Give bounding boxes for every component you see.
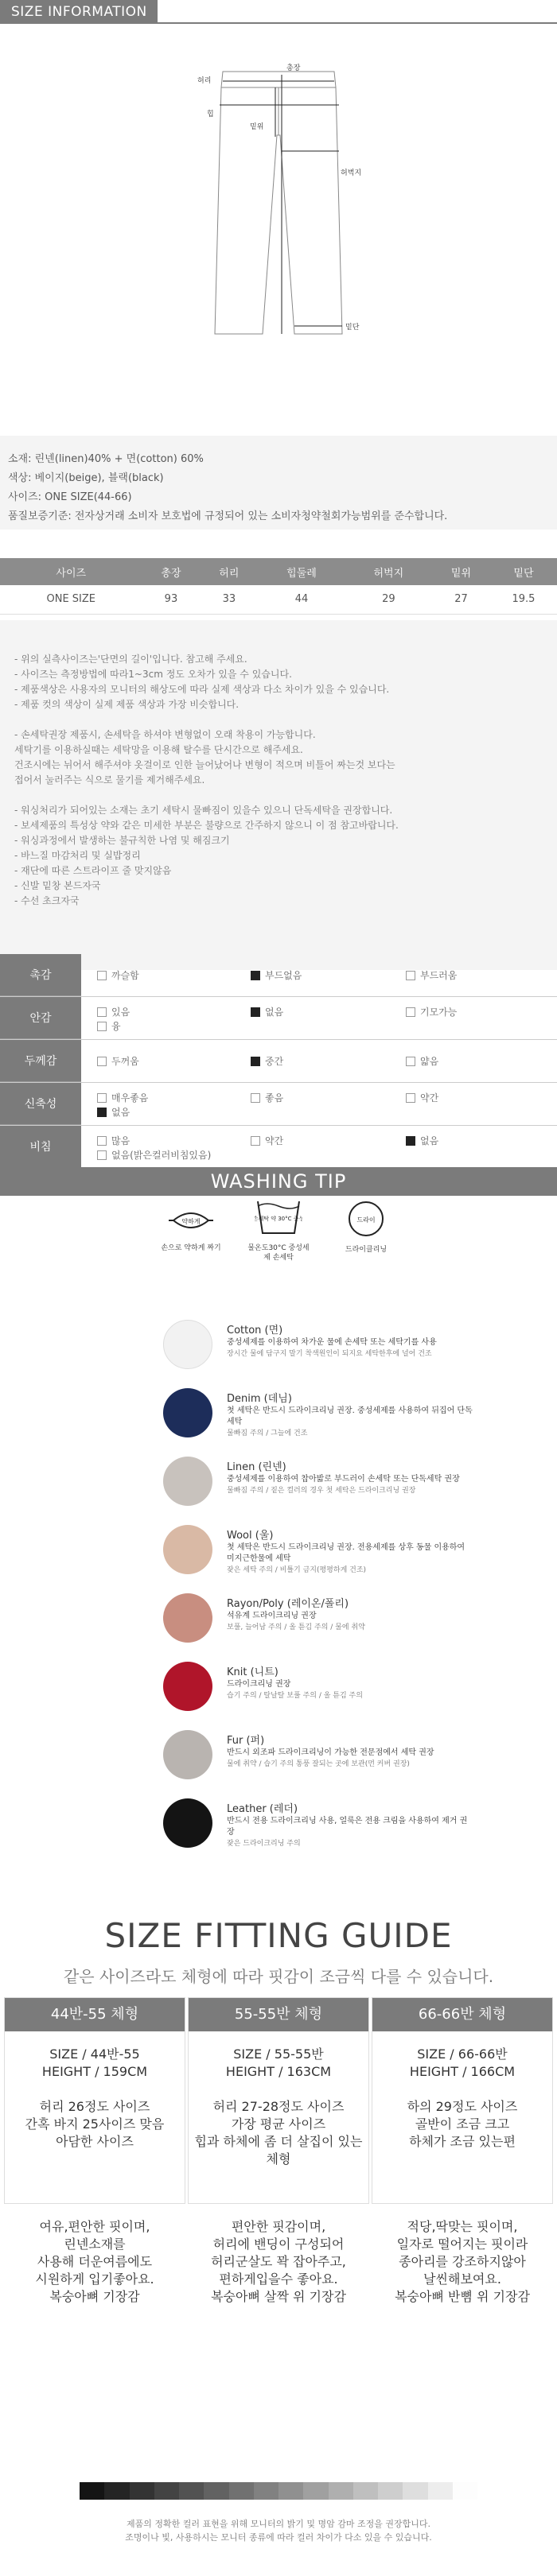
washing-tip-title: WASHING TIP [0,1167,557,1196]
fabric-name: Linen (린넨) [227,1461,286,1473]
fabric-swatch [163,1320,212,1369]
size-table-header [0,558,557,585]
cell-waist: 33 [200,585,258,614]
feel-row-stretch [0,1083,557,1126]
fabric-desc: 중성세제를 이용하여 차가운 물에 손세탁 또는 세탁기를 사용 장시간 물에 담구지 말기 착색원인이 되지요 세탁한후에 널어 건조 [227,1338,437,1358]
fabric-item [163,1730,481,1790]
feel-option: 매우좋음 [97,1091,148,1104]
fabric-swatch [163,1457,212,1506]
fabric-name: Leather (레더) [227,1803,298,1815]
feel-option: 약간 [251,1134,283,1147]
gray-swatch [104,2482,129,2500]
fabric-name: Fur (퍼) [227,1735,265,1747]
note-line: 세탁기를 이용하실때는 세탁망을 이용해 탈수를 단시간으로 해주세요. [14,744,303,755]
checkbox [406,1057,415,1066]
header-underline [158,22,557,24]
checkbox [251,1093,260,1103]
icon-label: 드라이클리닝 [345,1246,388,1254]
fabric-name: Rayon/Poly (레이온/폴리) [227,1598,349,1610]
note-line: - 사이즈는 측정방법에 따라1~3cm 정도 오차가 있을 수 있습니다. [14,669,292,680]
fit-height: HEIGHT / 163CM [225,2064,332,2079]
fit-desc-line: 체형 [266,2151,291,2167]
gray-swatch [329,2482,353,2500]
washing-icons [159,1205,398,1276]
cell-thigh: 29 [345,585,432,614]
feel-option: 없음(밝은컬러비침있음) [97,1148,211,1162]
fabric-swatch [163,1388,212,1437]
checkbox [97,1150,107,1160]
fit-height: HEIGHT / 166CM [409,2064,516,2079]
feel-label: 신축성 [0,1083,81,1125]
label-hip: 힙 [207,111,214,118]
fabric-item [163,1320,481,1380]
fabric-desc: 반드시 외조파 드라이크리닝이 가능한 전문점에서 세탁 권장 물에 취약 / 습기 주의 통풍 잘되는 곳에 보관(먼 커버 권장) [227,1748,434,1768]
fit-column-head: 66-66반 체형 [372,1998,552,2031]
section-title: SIZE INFORMATION [0,0,158,24]
col-length: 총장 [142,558,201,585]
cell-rise: 27 [432,585,490,614]
note-line: - 워싱과정에서 발생하는 불규칙한 나염 및 해짐크기 [14,835,230,846]
pants-diagram [183,64,374,342]
gray-swatch [229,2482,254,2500]
cell-length: 93 [142,585,201,614]
fabric-swatch [163,1662,212,1711]
table-row [0,585,557,614]
feel-option: 부드러움 [406,968,457,982]
fabric-item [163,1525,481,1585]
wring-gently-icon [159,1205,223,1253]
gray-swatch [428,2482,453,2500]
feel-option: 있음 [97,1005,130,1018]
warranty-line: 품질보증기준: 전자상거래 소비자 보호법에 규정되어 있는 소비자청약철회가능범위를 준수합니다. [8,510,448,522]
footer-line: 조명이나 빛, 사용하시는 모니터 종류에 따라 컬러 차이가 다소 있을 수 있습니다. [125,2532,432,2543]
icon-label: 물온도30°C 중성세제 손세탁 [247,1244,310,1262]
note-line: - 재단에 따른 스트라이프 줄 맞지않음 [14,865,172,876]
gray-swatch [254,2482,278,2500]
note-line: - 워싱처리가 되어있는 소재는 초기 세탁시 물빠짐이 있을수 있으니 단독세탁을 권장합니다. [14,805,393,816]
fit-column-66 [372,1997,553,2204]
fit-note: 편안한 핏감이며, 허리에 밴딩이 구성되어 허리군살도 꽉 잡아주고, 편하게입을수 좋아요. 복숭아뼈 살짝 위 기장감 [211,2219,346,2304]
col-hip: 힙둘레 [258,558,345,585]
gray-swatch [378,2482,403,2500]
fit-desc-line: 간혹 바지 25사이즈 맞음 [25,2116,165,2132]
note-line: - 위의 실측사이즈는'단면의 길이'입니다. 참고해 주세요. [14,654,247,665]
color-line: 색상: 베이지(beige), 블랙(black) [8,472,164,484]
hand-wash-icon [247,1198,310,1263]
fit-note: 적당,딱맞는 핏이며, 일자로 떨어지는 핏이라 종아리를 강조하지않아 날씬해보여요. 복숭아뼈 반뼘 위 기장감 [395,2219,530,2304]
note-line: - 신발 밑창 본드자국 [14,880,101,891]
gray-swatch [80,2482,104,2500]
checkbox [97,1136,107,1146]
fit-height: HEIGHT / 159CM [41,2064,148,2079]
feel-label: 두께감 [0,1040,81,1082]
dry-clean-icon [334,1200,398,1255]
feel-row-thickness [0,1040,557,1083]
checkbox [406,1007,415,1017]
size-fitting-subtitle: 같은 사이즈라도 체형에 따라 핏감이 조금씩 다를 수 있습니다. [63,1967,494,1986]
checkbox-checked [97,1108,107,1117]
note-line: - 제품색상은 사용자의 모니터의 해상도에 따라 실제 색상과 다소 차이가 있을 수 있습니다. [14,684,390,695]
col-thigh: 허벅지 [345,558,432,585]
note-line: - 손세탁권장 제품시, 손세탁을 하셔야 변형없이 오래 착용이 가능합니다. [14,729,316,740]
feel-option: 부드없음 [251,968,302,982]
gray-swatch [303,2482,328,2500]
fit-desc-line: 허리 27-28정도 사이즈 [212,2099,345,2114]
checkbox [251,1136,260,1146]
fabric-desc: 드라이크리닝 권장 습기 주의 / 탈날탈 보풀 주의 / 올 튿김 주의 [227,1680,363,1700]
feel-option: 없음 [406,1134,438,1147]
fabric-desc: 석유계 드라이크리닝 권장 보풀, 늘어남 주의 / 올 튿김 주의 / 물에 취약 [227,1612,365,1631]
checkbox [97,1093,107,1103]
fit-column-44 [4,1997,185,2204]
cell-hip: 44 [258,585,345,614]
checkbox [406,1093,415,1103]
feel-option: 까슬함 [97,968,139,982]
gray-swatch [453,2482,477,2500]
col-hem: 밑단 [490,558,557,585]
size-fitting-title: SIZE FITTING GUIDE [104,1916,453,1955]
fabric-desc: 반드시 전용 드라이크리닝 사용, 얼룩은 전용 크림을 사용하여 제거 권장 잦은 드라이크리닝 주의 [227,1817,468,1848]
feel-option: 두꺼움 [97,1054,139,1068]
col-rise: 밑위 [432,558,490,585]
label-rise: 밑위 [250,123,264,131]
fabric-desc: 중성세제를 이용하여 찹아밟로 부드러이 손세탁 또는 단독세탁 권장 물빠짐 주의 / 짙은 컬러의 경우 첫 세탁은 드라이크리닝 권장 [227,1475,460,1495]
fabric-name: Knit (니트) [227,1666,278,1678]
col-waist: 허리 [200,558,258,585]
checkbox [97,1057,107,1066]
checkbox [97,971,107,980]
gray-swatch [353,2482,378,2500]
checkbox [97,1007,107,1017]
note-line: - 바느질 마감처리 및 실밥정리 [14,850,141,861]
label-hem: 밑단 [345,324,360,332]
checkbox [406,971,415,980]
fit-size: SIZE / 55-55반 [233,2046,324,2062]
fit-desc-line: 힙과 하체에 좀 더 살집이 있는 [194,2134,363,2149]
fabric-item [163,1593,481,1654]
fit-size: SIZE / 44반-55 [49,2046,140,2062]
grayscale-calibration-bar [80,2482,477,2500]
fit-column-55 [188,1997,369,2204]
feel-row-touch [0,954,557,997]
feel-option: 얇음 [406,1054,438,1068]
feel-option: 융 [97,1019,121,1033]
feel-label: 촉감 [0,954,81,996]
care-notes [0,620,557,970]
fabric-swatch [163,1593,212,1643]
cell-hem: 19.5 [490,585,557,614]
fabric-name: Cotton (면) [227,1325,283,1336]
fabric-swatch [163,1525,212,1574]
feel-label: 안감 [0,997,81,1039]
fabric-swatch [163,1730,212,1779]
gray-swatch [130,2482,154,2500]
fabric-desc: 첫 세탁은 반드시 드라이크리닝 권장. 전용세제를 상후 동물 이용하여 미지근한물에 세탁 잦은 세탁 주의 / 비틀기 금지(평평하게 건조) [227,1543,465,1574]
fabric-item [163,1457,481,1517]
label-length: 총장 [286,64,301,72]
fit-desc-line: 골반이 조금 크고 [415,2116,510,2132]
fabric-item [163,1662,481,1722]
material-line: 소재: 린넨(linen)40% + 면(cotton) 60% [8,453,204,465]
note-line: - 제품 컷의 색상이 실제 제품 색상과 가장 비슷합니다. [14,699,240,710]
gray-swatch [403,2482,427,2500]
fabric-item [163,1388,481,1449]
fit-note: 여유,편안한 핏이며, 린넨소재를 사용해 더운여름에도 시원하게 입기좋아요. 복숭아뼈 기장감 [35,2219,154,2304]
fit-desc-line: 하의 29정도 사이즈 [407,2099,518,2114]
note-line: - 보세제품의 특성상 약와 같은 미세한 부분은 불량으로 간주하지 않으니 이 점 참고바랍니다. [14,820,399,831]
feel-label: 비침 [0,1126,81,1168]
size-table [0,558,557,615]
feel-option: 약간 [406,1091,438,1104]
checkbox [97,1022,107,1031]
svg-text:드라이: 드라이 [356,1216,376,1224]
size-line: 사이즈: ONE SIZE(44-66) [8,491,132,503]
svg-text:손세탁 약 30°C 중성: 손세탁 약 30°C 중성 [255,1216,302,1222]
section-header [0,0,557,24]
fabric-desc: 첫 세탁은 반드시 드라이크리닝 권장. 중성세제를 사용하여 뒤집어 단독세탁 물빠짐 주의 / 그늘에 건조 [227,1406,473,1437]
icon-label: 손으로 약하게 짜기 [161,1244,221,1252]
fit-desc-line: 가장 평균 사이즈 [231,2116,326,2132]
fit-column-head: 55-55반 체형 [189,1998,368,2031]
checkbox-checked [406,1136,415,1146]
fabric-swatch [163,1798,212,1848]
fit-desc-line: 하체가 조금 있는편 [409,2134,516,2149]
checkbox-checked [251,1057,260,1066]
feel-option: 많음 [97,1134,130,1147]
note-line: 접어서 눌러주는 식으로 물기를 제거해주세요. [14,774,205,786]
fit-column-head: 44반-55 체형 [5,1998,185,2031]
fabric-name: Wool (울) [227,1530,274,1542]
note-line: - 수선 초크자국 [14,895,80,906]
cell-size: ONE SIZE [0,585,142,614]
fit-desc-line: 허리 26정도 사이즈 [39,2099,150,2114]
note-line: 건조시에는 뉘어서 해주셔야 옷걸이로 인한 늘어났어나 변형이 적으며 비틀어 짜는것 보다는 [14,759,395,770]
feel-option: 없음 [251,1005,283,1018]
label-thigh: 허벅지 [341,169,362,177]
gray-swatch [179,2482,204,2500]
label-waist: 허리 [197,77,212,85]
fabric-feel-table [0,954,557,1169]
col-size: 사이즈 [0,558,142,585]
product-info [0,436,557,530]
footer-line: 제품의 정확한 컬러 표현을 위해 모니터의 밝기 및 명암 감마 조정을 권장합니다. [127,2519,430,2529]
svg-text:약하게: 약하게 [181,1218,201,1225]
gray-swatch [278,2482,303,2500]
feel-option: 좋음 [251,1091,283,1104]
footer-note [0,2517,557,2544]
fit-desc-line: 아담한 사이즈 [56,2134,134,2149]
fit-size: SIZE / 66-66반 [417,2046,508,2062]
fabric-name: Denim (데님) [227,1393,292,1405]
gray-swatch [204,2482,228,2500]
feel-option: 중간 [251,1054,283,1068]
gray-swatch [154,2482,179,2500]
fabric-item [163,1798,481,1859]
feel-row-sheer [0,1126,557,1169]
checkbox-checked [251,1007,260,1017]
feel-row-lining [0,997,557,1040]
checkbox-checked [251,971,260,980]
feel-option: 없음 [97,1105,130,1119]
feel-option: 기모가능 [406,1005,457,1018]
